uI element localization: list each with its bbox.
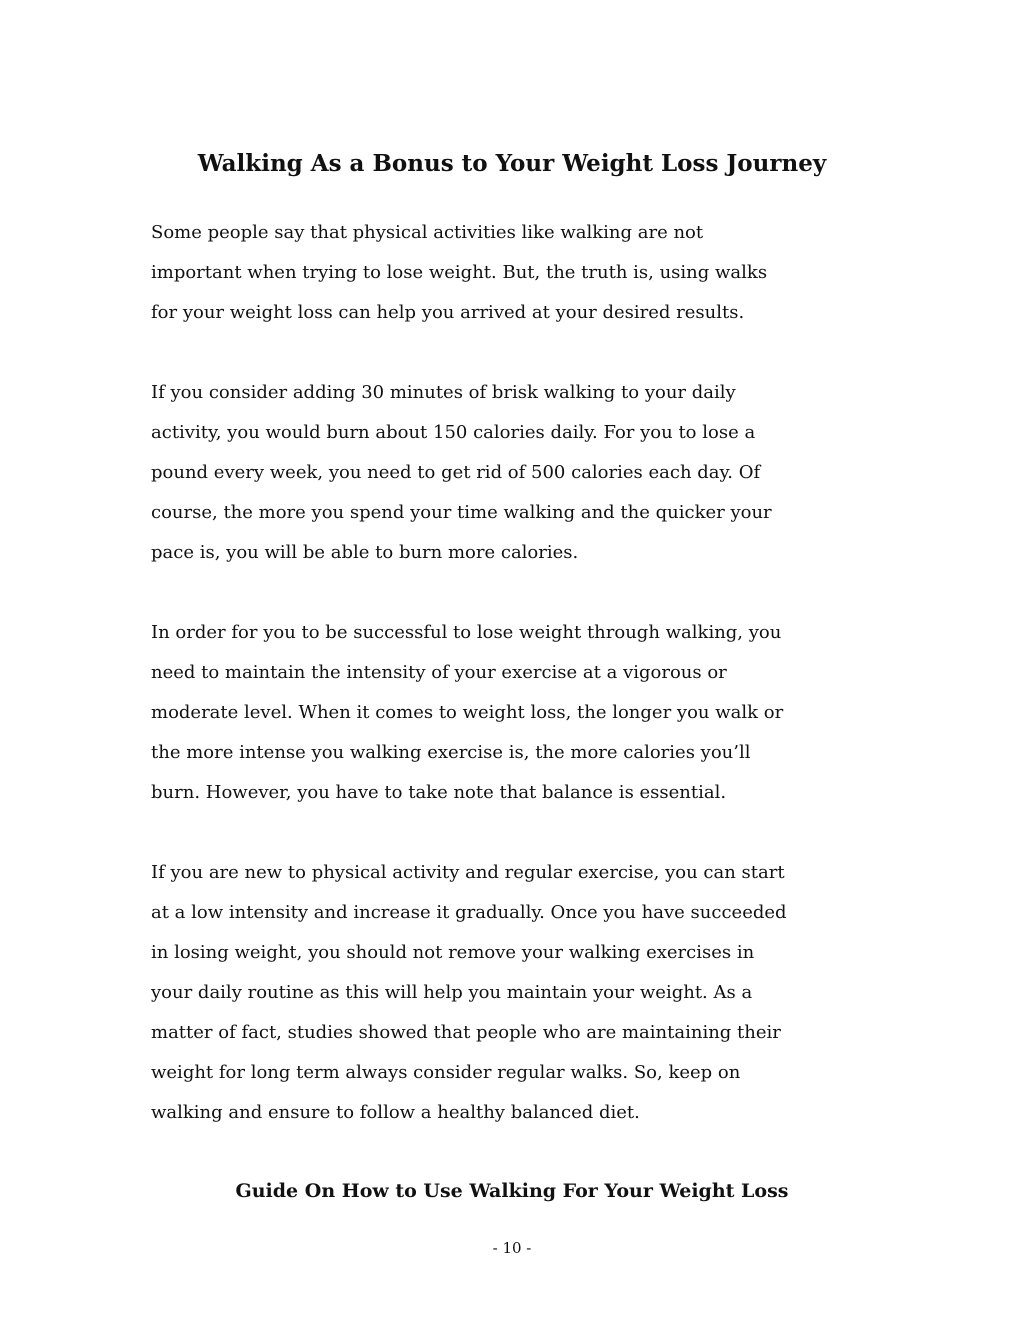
text-line: matter of fact, studies showed that people who are maintaining their bbox=[151, 1022, 781, 1043]
paragraph-2 bbox=[151, 373, 879, 573]
text-line: important when trying to lose weight. But, the truth is, using walks bbox=[151, 262, 768, 283]
paragraph-4 bbox=[151, 853, 879, 1133]
text-line: the more intense you walking exercise is, the more calories you’ll bbox=[151, 742, 751, 763]
text-line: in losing weight, you should not remove your walking exercises in bbox=[151, 942, 755, 963]
text-line: moderate level. When it comes to weight loss, the longer you walk or bbox=[151, 702, 784, 723]
text-line: activity, you would burn about 150 calories daily. For you to lose a bbox=[151, 422, 756, 443]
text-line: If you are new to physical activity and regular exercise, you can start bbox=[151, 862, 785, 883]
text-line: walking and ensure to follow a healthy balanced diet. bbox=[151, 1102, 640, 1123]
page-title: Walking As a Bonus to Your Weight Loss Journey bbox=[197, 150, 827, 177]
text-line: weight for long term always consider regular walks. So, keep on bbox=[151, 1062, 741, 1083]
text-line: In order for you to be successful to lose weight through walking, you bbox=[151, 622, 782, 643]
text-line: need to maintain the intensity of your exercise at a vigorous or bbox=[151, 662, 727, 683]
text-line: pound every week, you need to get rid of 500 calories each day. Of bbox=[151, 462, 761, 483]
text-line: If you consider adding 30 minutes of brisk walking to your daily bbox=[151, 382, 736, 403]
page-number: - 10 - bbox=[492, 1239, 532, 1257]
text-line: Some people say that physical activities like walking are not bbox=[151, 222, 704, 243]
text-line: for your weight loss can help you arrived at your desired results. bbox=[151, 302, 745, 323]
text-line: at a low intensity and increase it gradually. Once you have succeeded bbox=[151, 902, 787, 923]
text-line: your daily routine as this will help you maintain your weight. As a bbox=[151, 982, 753, 1003]
paragraph-3 bbox=[151, 613, 879, 813]
paragraph-1 bbox=[151, 213, 879, 333]
body-text bbox=[151, 213, 879, 1173]
text-line: course, the more you spend your time walking and the quicker your bbox=[151, 502, 772, 523]
text-line: pace is, you will be able to burn more calories. bbox=[151, 542, 579, 563]
text-line: burn. However, you have to take note that balance is essential. bbox=[151, 782, 727, 803]
section-heading: Guide On How to Use Walking For Your Weight Loss bbox=[235, 1180, 789, 1202]
